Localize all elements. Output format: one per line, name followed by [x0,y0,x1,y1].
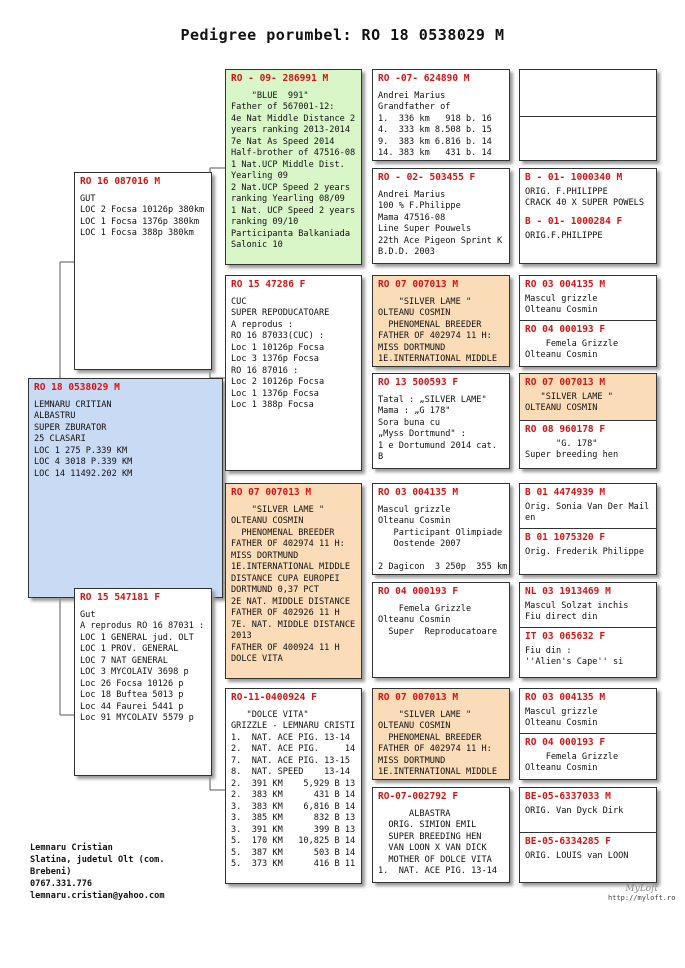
box-text [34,400,217,481]
text-line: PHENOMENAL BREEDER [378,732,482,743]
pedigree-box-dam-dam[interactable] [225,688,362,884]
text-line: Femela Grizzle [378,603,472,614]
ring-number: RO - 09- 286991 M [231,73,329,84]
box-text [525,601,651,624]
ring-number: RO 16 087016 M [80,176,161,187]
box-text [231,710,356,871]
text-line: 5. 373 KM 416 B 11 [231,859,356,869]
box-text [525,502,651,525]
text-line: Tatal : „SILVER LAME" [378,394,487,405]
text-line: LOC 1 Focsa 1376p 380km [80,216,199,227]
gen5-top [520,276,656,320]
pedigree-box-dam[interactable] [74,588,212,776]
text-line: ORIG.F.PHILIPPE [525,230,603,241]
gen5-bottom [520,420,656,469]
text-line: PHENOMENAL BREEDER [231,527,335,538]
box-text [378,190,504,259]
ring-number: RO -07- 624890 M [378,73,470,84]
ring-number: RO 03 004135 M [525,692,606,703]
pedigree-box-subject[interactable] [28,378,223,598]
text-line: Olteanu Cosmin [525,718,598,728]
text-line: 1 e Dortumund 2014 cat. [378,440,497,451]
text-line: Femela Grizzle [525,751,619,762]
text-line: Fiu direct din [525,612,598,622]
ring-number: RO 18 0538029 M [34,382,120,393]
pedigree-box-gen5-8[interactable] [519,787,657,883]
text-line: Super breeding hen [525,450,619,460]
text-line: MISS DORTMUND [378,755,446,766]
box-text [525,646,651,669]
text-line: Fiu din : [525,645,572,656]
text-line: "SILVER LAME " [378,709,472,720]
text-line: 2E NAT. MIDDLE DISTANCE [231,596,350,607]
text-line: 2013 [231,631,252,641]
gen5-bottom [520,528,656,575]
text-line: 2. 391 KM 5,929 B 13 [231,778,356,789]
gen5-bottom [520,116,656,161]
box-text [378,710,504,779]
text-line: ORIG. SIMION EMIL [378,820,477,830]
text-line: B.D.D. 2003 [378,247,435,257]
text-line: 1E.INTERNATIONAL MIDDLE [378,354,497,364]
ring-number: RO 15 547181 F [80,592,161,603]
text-line: 7. NAT. ACE PIG. 13-15 [231,755,350,766]
text-line: OLTEANU COSMIN [378,721,451,731]
text-line: DORTMUND 0,37 PCT [231,585,319,595]
text-line: SUPER BREEDING HEN [378,831,482,842]
ring-number: RO-07-002792 F [378,791,459,802]
text-line: 7E. NAT. MIDDLE DISTANCE [231,619,356,630]
text-line: "BLUE 991" [231,90,309,101]
gen5-top [520,583,656,627]
pedigree-box-ssd[interactable] [372,168,510,264]
gen5-bottom [520,832,656,883]
box-text [231,91,356,252]
gen5-top [520,374,656,420]
ring-number: B - 01- 1000340 M [525,172,623,183]
gen5-top [520,70,656,116]
text-line: Andrei Marius [378,189,446,200]
box-text [525,187,651,210]
text-line: Participant Olimpiade [378,527,503,538]
box-text [378,395,504,464]
text-line: Oostende 2007 [378,539,461,549]
ring-number: RO 03 004135 M [525,279,606,290]
text-line: Mama : „G 178" [378,406,451,416]
pedigree-box-sire[interactable] [74,172,212,370]
text-line: ORIG. LOUIS van LOON [525,850,629,861]
box-text [525,231,651,243]
text-line: "SILVER LAME " [525,391,613,402]
ring-number: B 01 4474939 M [525,487,606,498]
box-text [80,194,206,240]
logo-url: http://myloft.ro [608,894,676,902]
text-line: Grandfather of [378,102,451,112]
text-line: Sora buna cu [378,417,441,428]
text-line [378,551,504,563]
box-text [525,806,651,818]
text-line: LOC 2 Focsa 10126p 380km [80,205,205,215]
text-line: B [378,452,384,462]
ring-number: RO 03 004135 M [378,487,459,498]
text-line: lemnaru.cristian@yahoo.com [30,891,165,901]
ring-number: RO 15 47286 F [231,279,306,290]
ring-number: RO - 02- 503455 F [378,172,476,183]
text-line: MISS DORTMUND [231,550,299,561]
text-line: ''Alien's Cape'' si [525,657,624,667]
gen5-bottom [520,213,656,264]
text-line: Mascul grizzle [525,706,598,717]
text-line: "SILVER LAME " [378,296,472,307]
text-line: FATHER OF 402974 11 H: [231,539,345,549]
pedigree-box-dsd[interactable] [372,582,510,678]
text-line: Loc 1 1376p Focsa [231,388,319,399]
text-line: 1. 336 km 918 b. 16 [378,113,492,124]
text-line: Gut [80,609,96,620]
text-line: years ranking 2013-2014 [231,125,350,135]
text-line: en [525,513,536,523]
text-line: A reprodus RO 16 87031 : [80,621,205,631]
text-line: 25 CLASARI [34,434,86,444]
text-line: ranking Yearling 08/09 [231,194,345,204]
pedigree-box-gen5-3[interactable] [519,275,657,367]
text-line: Line Super Pouwels [378,224,472,234]
ring-number: RO 04 000193 F [525,737,606,748]
ring-number: RO 07 007013 M [525,377,606,388]
text-line: FATHER OF 402974 11 H: [378,744,492,754]
text-line: 100 % F.Philippe [378,201,461,211]
text-line: ORIG. Van Dyck Dirk [525,805,624,816]
text-line: Lemnaru Cristian [30,843,113,853]
ring-number: BE-05-6337033 M [525,791,611,802]
text-line: LOC 7 NAT GENERAL [80,655,168,666]
pedigree-box-sdd[interactable] [372,373,510,469]
text-line: LEMNARU CRITIAN [34,399,112,410]
text-line: LOC 4 3018 P.339 KM [34,457,133,467]
text-line: 3. 385 KM 832 B 13 [231,813,356,823]
gen5-bottom [520,733,656,780]
text-line: FATHER OF 402926 11 H [231,608,340,618]
text-line: "SILVER LAME " [231,504,325,515]
text-line: 2 Dagicon 3 250p 355 km [378,562,508,572]
pedigree-box-gen5-4[interactable] [519,373,657,469]
text-line: LOC 3 MYCOLAIV 3698 p [80,667,189,677]
text-line: Mascul grizzle [378,504,451,515]
box-text [525,392,651,415]
ring-number: RO 07 007013 M [378,279,459,290]
box-text [525,752,651,775]
pedigree-box-dds[interactable] [372,688,510,780]
text-line: 1E.INTERNATIONAL MIDDLE [378,767,497,777]
text-line: Mascul grizzle [525,293,598,304]
text-line: 1E.INTERNATIONAL MIDDLE [231,562,350,572]
text-line: LOC 1 PROV. GENERAL [80,644,179,654]
ring-number: RO 07 007013 M [231,487,312,498]
ring-number: IT 03 065632 F [525,631,606,642]
text-line: CUC [231,296,247,307]
ring-number: RO 04 000193 F [378,586,459,597]
text-line: Half-brother of 47516-08 [231,148,356,158]
text-line: 3. 383 KM 6,816 B 14 [231,801,356,812]
text-line: Salonic 10 [231,240,283,250]
text-line: Olteanu Cosmin [525,763,598,773]
box-text [378,504,508,574]
ring-number: RO 13 500593 F [378,377,459,388]
text-line: 5. 170 KM 10,825 B 14 [231,836,356,846]
pedigree-box-gen5-6[interactable] [519,582,657,678]
text-line: RO 16 87016 : [231,365,299,376]
text-line: Loc 91 MYCOLAIV 5579 p [80,713,194,723]
pedigree-box-gen5-1[interactable] [519,69,657,161]
box-text [231,297,356,412]
gen5-bottom [520,627,656,678]
text-line: "DOLCE VITA" [231,709,309,720]
pedigree-box-dam-sire[interactable] [225,483,362,679]
text-line: SUPER ZBURATOR [34,422,107,433]
text-line: ALBASTRU [34,411,76,421]
text-line: Orig. Frederik Philippe [525,546,644,557]
ring-number: NL 03 1913469 M [525,586,611,597]
text-line: "G. 178" [525,438,598,449]
text-line: DOLCE VITA [231,654,283,664]
text-line: Loc 1 10126p Focsa [231,342,325,353]
gen5-top [520,169,656,213]
text-line: 4. 333 km 8.508 b. 15 [378,125,492,135]
ring-number: RO 04 000193 F [525,324,606,335]
text-line: 0767.331.776 [30,879,93,889]
text-line: 2. NAT. ACE PIG. 14 [231,744,356,754]
box-text [525,439,651,462]
text-line: OLTEANU COSMIN [525,403,598,413]
text-line: FATHER OF 400924 11 H [231,642,340,653]
pedigree-box-sire-dam[interactable] [225,275,362,471]
gen5-top [520,788,656,832]
text-line: Brebeni) [30,867,72,877]
pedigree-box-sds[interactable] [372,275,510,367]
text-line: Loc 3 1376p Focsa [231,354,319,364]
text-line: FATHER OF 402974 11 H: [378,331,492,341]
text-line: 4e Nat Middle Distance 2 [231,113,356,124]
text-line: MOTHER OF DOLCE VITA [378,854,492,865]
text-line: GRIZZLE - LEMNARU CRISTI [231,721,356,731]
text-line: MISS DORTMUND [378,342,446,353]
text-line: Mascul Solzat inchis [525,600,629,611]
text-line: GUT [80,193,96,204]
text-line: 2 Nat.UCP Speed 2 years [231,182,350,193]
pedigree-box-gen5-7[interactable] [519,688,657,780]
text-line: SUPER REPODUCATOARE [231,308,330,318]
text-line: 22th Ace Pigeon Sprint K [378,235,503,246]
box-text [231,505,356,666]
box-text [378,809,504,878]
text-line: Loc 18 Buftea 5013 p [80,690,184,700]
text-line: 9. 383 km 6.816 b. 14 [378,136,492,147]
text-line: Orig. Sonia Van Der Mail [525,501,650,512]
text-line: Loc 1 388p Focsa [231,400,314,410]
text-line: 8. NAT. SPEED 13-14 [231,767,350,777]
text-line: RO 16 87033(CUC) : [231,331,325,341]
text-line: 2. 383 KM 431 B 14 [231,790,356,800]
text-line: ALBASTRA [378,808,451,819]
text-line: ORIG. F.PHILIPPE [525,186,608,197]
myloft-logo [608,884,675,902]
text-line: A reprodus : [231,319,294,330]
text-line: 3. 391 KM 399 B 13 [231,824,356,835]
pedigree-box-gen5-2[interactable] [519,168,657,264]
pedigree-box-gen5-5[interactable] [519,483,657,575]
ring-number: RO-11-0400924 F [231,692,317,703]
text-line: OLTEANU COSMIN [378,308,451,318]
gen5-bottom [520,320,656,367]
box-text [525,851,651,863]
text-line: LOC 1 Focsa 388p 380km [80,228,194,238]
text-line: CRACK 40 X SUPER POWELS [525,198,644,208]
page-title: Pedigree porumbel: RO 18 0538029 M [180,26,505,44]
text-line: VAN LOON X VAN DICK [378,843,487,853]
text-line: Participanta Balkaniada [231,228,350,239]
box-text [525,707,651,730]
text-line: Loc 26 Focsa 10126 p [80,678,184,689]
text-line: ranking 09/10 [231,217,299,227]
text-line: LOC 1 GENERAL jud. OLT [80,632,194,643]
box-text [378,91,504,160]
box-text [378,604,504,639]
box-text [525,547,651,559]
pedigree-box-dss[interactable] [372,483,510,575]
owner-contact [30,842,210,902]
pedigree-box-sire-sire[interactable] [225,69,362,265]
box-text [80,610,206,725]
box-text [525,339,651,362]
text-line: „Myss Dortmund" : [378,429,466,439]
text-line: Mama 47516-08 [378,212,446,223]
text-line: DISTANCE CUPA EUROPEI [231,573,340,584]
text-line: LOC 14 11492.202 KM [34,468,133,479]
text-line: Loc 44 Faurei 5441 p [80,701,184,712]
text-line: Yearling 09 [231,171,288,181]
box-text [525,294,651,317]
ring-number: B 01 1075320 F [525,532,606,543]
text-line: Olteanu Cosmin [525,350,598,360]
text-line: LOC 1 275 P.339 KM [34,445,128,456]
signature-logo-icon: MyLoft [625,884,659,894]
pedigree-box-sss[interactable] [372,69,510,161]
gen5-top [520,484,656,528]
text-line: Olteanu Cosmin [525,305,598,315]
box-text [378,297,504,366]
ring-number: BE-05-6334285 F [525,836,611,847]
text-line: 1. NAT. ACE PIG. 13-14 [231,732,350,743]
pedigree-box-ddd[interactable] [372,787,510,883]
text-line: 7e Nat As Speed 2014 [231,136,335,147]
text-line: Olteanu Cosmin [378,516,451,526]
ring-number: RO 07 007013 M [378,692,459,703]
text-line: 1 Nat.UCP Middle Dist. [231,159,345,170]
text-line: Loc 2 10126p Focsa [231,377,325,387]
ring-number: RO 08 960178 F [525,424,606,435]
text-line: 1 Nat. UCP Speed 2 years [231,205,356,216]
text-line: Father of 567001-12: [231,102,335,112]
text-line: 5. 387 KM 503 B 14 [231,847,356,858]
text-line: Femela Grizzle [525,338,619,349]
text-line: PHENOMENAL BREEDER [378,319,482,330]
text-line: Super Reproducatoare [378,626,497,637]
ring-number: B - 01- 1000284 F [525,216,623,227]
gen5-top [520,689,656,733]
text-line: Slatina, judetul Olt (com. [30,855,165,865]
text-line: 14. 383 km 431 b. 14 [378,148,492,158]
text-line: Andrei Marius [378,90,446,101]
text-line: Olteanu Cosmin [378,615,451,625]
text-line: OLTEANU COSMIN [231,516,304,526]
text-line: 1. NAT. ACE PIG. 13-14 [378,866,497,876]
